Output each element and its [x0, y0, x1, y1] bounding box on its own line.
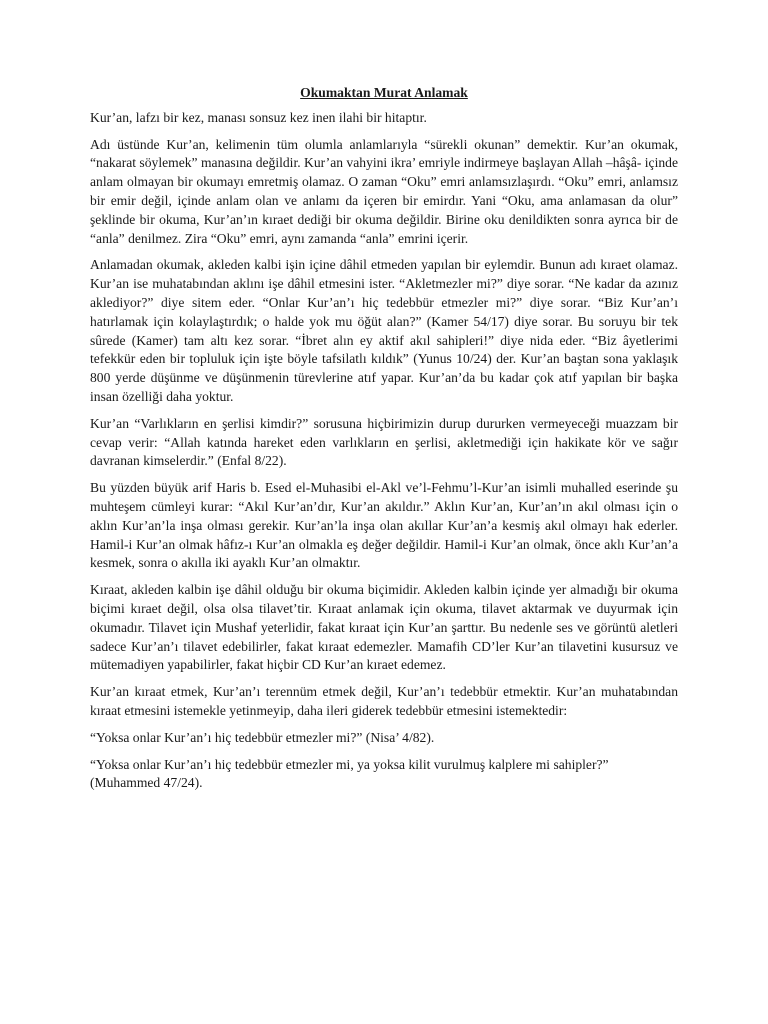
paragraph-tedebbur: Kur’an kıraat etmek, Kur’an’ı terennüm etmek değil, Kur’an’ı tedebbür etmektir. Kur’an muhatabından kıraat etmesini istemekle yetinmeyip, daha ileri giderek tedebbür etmesini istemektedir:: [90, 684, 678, 718]
paragraph-worst-of-beings: Kur’an “Varlıkların en şerlisi kimdir?” sorusuna hiçbirimizin durup dururken vermeyeceği muazzam bir cevap verir: “Allah katında hareket eden varlıkların en şerlisi, akletmediği için hakikate kör ve sağır davranan kimselerdir.” (Enfal 8/22).: [90, 415, 678, 469]
paragraph-intro: Kur’an, lafzı bir kez, manası sonsuz kez inen ilahi bir hitaptır.: [90, 109, 427, 125]
paragraph-reading-without-understanding: Anlamadan okumak, akleden kalbi işin içine dâhil etmeden yapılan bir eylemdir. Bunun adı kıraet olamaz. Kur’an ise muhatabından aklını işe dâhil etmesini ister. “Akletmezler mi?” diye sorar. “Ne kadar da azınız aklediyor?” diye sitem eder. “Onlar Kur’an’ı hiç tedebbür etmezler mi?” diye sorar. “Biz Kur’an’ı hatırlamak için kolaylaştırdık; o halde yok mu öğüt alan?” (Kamer 54/17) diye sorar. Bu soruyu bir tek sûrede (Kamer) tam altı kez sorar. “İbret alın ey aktif akıl sahipleri!” diye nida eder. “Biz âyetlerimi tefekkür eden bir topluluk için işte böyle tafsilatlı kıldık” (Yunus 10/24) der. Kur’an baştan sona yaklaşık 800 yerde düşünme ve düşünmenin türevlerine atıf yapar. Kur’an’da bu kadar çok atıf yapılan bir başka insan özelliği daha yoktur.: [90, 257, 678, 404]
paragraph-meaning-of-quran: Adı üstünde Kur’an, kelimenin tüm olumla anlamlarıyla “sürekli okunan” demektir. Kur’an okumak, “nakarat söylemek” manasına değildir. Kur’an vahyini ikra’ emriyle indirmeye başlayan Allah –hâşâ- içinde anlam olmayan bir okumayı emretmiş olamaz. O zaman “Oku” emri anlamsızlaşırdı. “Oku” emri, anlamsız bir emir değil, içinde anlam olan ve anlamı da içeren bir emirdır. Yani “Oku, ama anlamasan da olur” şeklinde bir okuma, Kur’an’ın kıraet dediği bir okuma değildir. Birine oku denildikten sonra ayrıca bir de “anla” denilmez. Zira “Oku” emri, aynı zamanda “anla” emrini içerir.: [90, 136, 678, 246]
document-title: Okumaktan Murat Anlamak: [300, 85, 468, 100]
paragraph-kiraat-tilavet: Kıraat, akleden kalbin işe dâhil olduğu bir okuma biçimidir. Akleden kalbin içinde yer almadığı bir okuma biçimi kıraet değil, olsa olsa tilavet’tir. Kıraat anlamak için okuma, tilavet aktarmak ve duyurmak için okumadır. Tilavet için Mushaf yeterlidir, fakat kıraat için Kur’an şarttır. Bu nedenle ses ve görüntü aletleri sadece Kur’an’ı tilavet edebilirler, fakat kıraat edemezler. Mamafih CD’ler Kur’an tilavetini kusursuz ve mütemadiyen yapabilirler, fakat hiçbir CD Kur’an kıraet edemez.: [90, 582, 678, 673]
quote-nisa: “Yoksa onlar Kur’an’ı hiç tedebbür etmezler mi?” (Nisa’ 4/82).: [90, 729, 435, 745]
quote-muhammed: “Yoksa onlar Kur’an’ı hiç tedebbür etmezler mi, ya yoksa kilit vurulmuş kalplere mi sahipler?” (Muhammed 47/24).: [90, 756, 609, 791]
paragraph-muhasibi: Bu yüzden büyük arif Haris b. Esed el-Muhasibi el-Akl ve’l-Fehmu’l-Kur’an isimli muhalled eserinde şu muhteşem cümleyi kurar: “Akıl Kur’an’dır, Kur’an akıldır.” Aklın Kur’an, Kur’an’ın akıl olması için o aklın Kur’an’la inşa olması gerekir. Kur’an’la inşa olan akıllar Kur’an’a kesmiş akıl olmayı hak ederler. Hamil-i Kur’an olmak hâfız-ı Kur’an olmakla eş değer değildir. Hamil-i Kur’an olmak, önce aklı Kur’an’a kesmek, sonra o akılla iki ayaklı Kur’an olmaktır.: [90, 480, 678, 571]
